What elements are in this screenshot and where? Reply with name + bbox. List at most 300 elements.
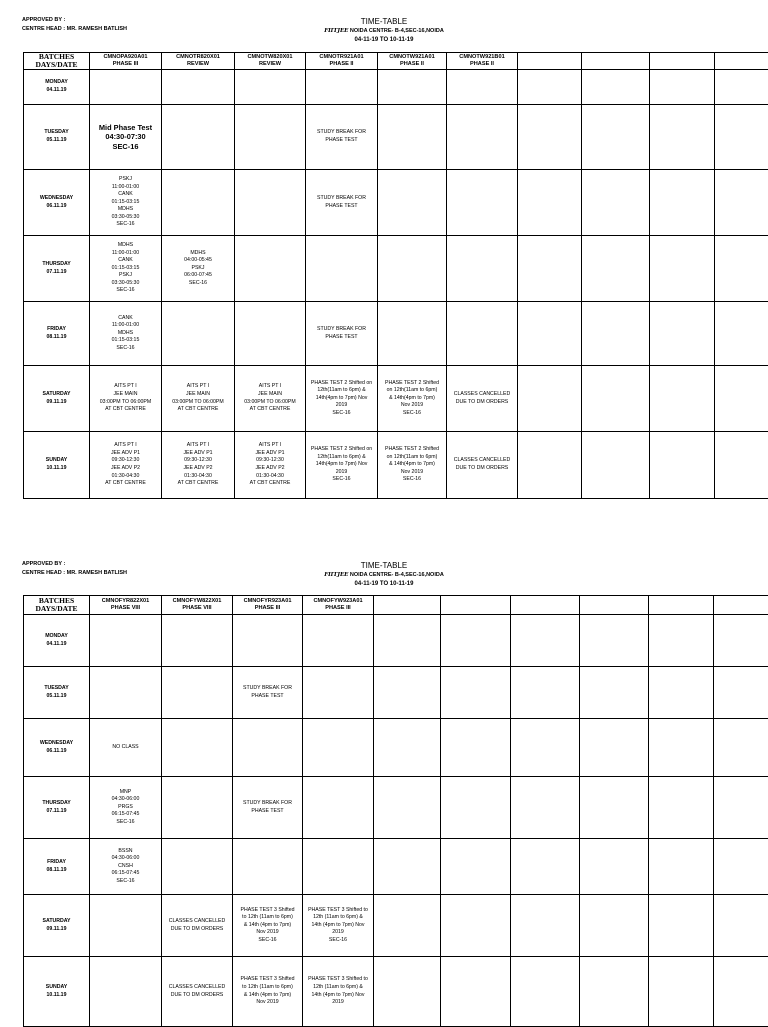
- schedule-line: MDHS: [90, 330, 161, 338]
- schedule-line: 01:15-03:15: [90, 337, 161, 345]
- schedule-cell: [162, 667, 233, 719]
- batch-code: CMNOTW921B01: [447, 54, 517, 62]
- day-date: 10.11.19: [24, 465, 89, 473]
- schedule-cell: [90, 719, 162, 777]
- schedule-line: AT CBT CENTRE: [90, 406, 161, 414]
- schedule-cell: [715, 170, 768, 236]
- schedule-cell: [374, 667, 441, 719]
- day-date: 06.11.19: [24, 203, 89, 211]
- batch-phase: PHASE VIII: [90, 605, 161, 613]
- batches-days-header: [24, 596, 90, 615]
- schedule-cell: [650, 432, 715, 499]
- schedule-cell: [582, 302, 650, 366]
- schedule-line: 03:30-05:30: [90, 280, 161, 288]
- schedule-line: MDHS: [162, 250, 234, 258]
- day-row: [24, 236, 768, 302]
- day-row: [24, 615, 768, 667]
- schedule-line: Mid Phase Test: [90, 123, 161, 133]
- schedule-line: 2019: [306, 469, 377, 477]
- brand-logo: FIITJEE: [324, 572, 348, 578]
- schedule-cell: [649, 839, 714, 895]
- schedule-cell: [378, 236, 447, 302]
- schedule-line: STUDY BREAK FOR: [233, 800, 302, 808]
- batch-header: [90, 596, 162, 615]
- schedule-cell: [90, 777, 162, 839]
- schedule-line: MDHS: [90, 206, 161, 214]
- schedule-line: 03:30-05:30: [90, 214, 161, 222]
- schedule-line: & 14th(4pm to 7pm): [378, 395, 446, 403]
- schedule-line: AITS PT I: [162, 383, 234, 391]
- schedule-cell: [715, 366, 768, 432]
- schedule-cell: [378, 366, 447, 432]
- batch-header: [233, 596, 303, 615]
- schedule-cell: [90, 170, 162, 236]
- schedule-cell: [715, 236, 768, 302]
- schedule-line: PHASE TEST 3 Shifted to: [303, 907, 373, 915]
- schedule-line: & 14th (4pm to 7pm): [233, 922, 302, 930]
- schedule-line: 06:15-07:45: [90, 870, 161, 878]
- schedule-cell: [162, 105, 235, 170]
- schedule-cell: [580, 839, 649, 895]
- schedule-cell: [306, 432, 378, 499]
- day-row: [24, 170, 768, 236]
- centre-line: [0, 571, 768, 580]
- schedule-cell: [649, 777, 714, 839]
- schedule-line: SEC-16: [378, 410, 446, 418]
- schedule-cell: [162, 957, 233, 1027]
- schedule-cell: [306, 236, 378, 302]
- schedule-cell: [650, 236, 715, 302]
- schedule-line: CLASSES CANCELLED: [447, 457, 517, 465]
- schedule-cell: [235, 366, 306, 432]
- schedule-line: Nov 2019: [233, 929, 302, 937]
- schedule-cell: [90, 957, 162, 1027]
- schedule-line: AITS PT I: [235, 442, 305, 450]
- schedule-cell: [303, 895, 374, 957]
- approved-by-label: APPROVED BY :: [22, 16, 127, 25]
- schedule-cell: [650, 366, 715, 432]
- day-name: SATURDAY: [24, 391, 89, 399]
- schedule-cell: [518, 366, 582, 432]
- batch-code: CMNOTW921A01: [378, 54, 446, 62]
- schedule-cell: [649, 667, 714, 719]
- schedule-cell: [374, 777, 441, 839]
- schedule-line: SEC-16: [233, 937, 302, 945]
- schedule-line: CLASSES CANCELLED: [162, 984, 232, 992]
- schedule-cell: [582, 105, 650, 170]
- day-date: 09.11.19: [24, 926, 89, 934]
- day-date: 05.11.19: [24, 693, 89, 701]
- schedule-line: 12th (11am to 6pm) &: [303, 984, 373, 992]
- timetable-grid: [23, 52, 768, 499]
- schedule-line: SEC-16: [90, 142, 161, 152]
- schedule-cell: [235, 170, 306, 236]
- schedule-cell: [715, 302, 768, 366]
- day-date: 07.11.19: [24, 808, 89, 816]
- schedule-line: SEC-16: [162, 280, 234, 288]
- centre-head-label: CENTRE HEAD : MR. RAMESH BATLISH: [22, 569, 127, 578]
- schedule-line: AITS PT I: [235, 383, 305, 391]
- schedule-cell: [162, 70, 235, 105]
- schedule-cell: [235, 302, 306, 366]
- batch-code: CMNOTW820X01: [235, 54, 305, 62]
- schedule-line: PHASE TEST 2 Shifted on: [306, 380, 377, 388]
- schedule-line: JEE ADV P1: [162, 450, 234, 458]
- schedule-line: AT CBT CENTRE: [235, 480, 305, 488]
- schedule-cell: [374, 895, 441, 957]
- schedule-cell: [378, 302, 447, 366]
- schedule-line: 01:30-04:30: [162, 473, 234, 481]
- schedule-line: CLASSES CANCELLED: [162, 918, 232, 926]
- schedule-cell: [162, 895, 233, 957]
- schedule-cell: [374, 957, 441, 1027]
- day-cell: [24, 777, 90, 839]
- batch-header: [650, 53, 715, 70]
- schedule-cell: [650, 302, 715, 366]
- schedule-line: 06:15-07:45: [90, 811, 161, 819]
- day-date: 09.11.19: [24, 399, 89, 407]
- batch-header: [162, 53, 235, 70]
- schedule-cell: [447, 302, 518, 366]
- schedule-line: JEE ADV P1: [235, 450, 305, 458]
- schedule-line: PHASE TEST: [306, 137, 377, 145]
- centre-address: NOIDA CENTRE- B-4,SEC-16,NOIDA: [350, 572, 444, 578]
- schedule-cell: [162, 170, 235, 236]
- schedule-line: 01:30-04:30: [90, 473, 161, 481]
- schedule-cell: [162, 302, 235, 366]
- schedule-line: AT CBT CENTRE: [162, 406, 234, 414]
- schedule-line: 12th(11am to 6pm) &: [306, 387, 377, 395]
- schedule-cell: [162, 615, 233, 667]
- schedule-cell: [378, 105, 447, 170]
- schedule-cell: [518, 302, 582, 366]
- schedule-line: STUDY BREAK FOR: [233, 685, 302, 693]
- schedule-cell: [582, 170, 650, 236]
- batch-header: [649, 596, 714, 615]
- batch-header: [715, 53, 768, 70]
- schedule-line: AT CBT CENTRE: [235, 406, 305, 414]
- schedule-line: DUE TO DM ORDERS: [447, 465, 517, 473]
- schedule-cell: [303, 719, 374, 777]
- schedule-line: 04:30-06:00: [90, 796, 161, 804]
- schedule-cell: [714, 839, 768, 895]
- schedule-cell: [582, 432, 650, 499]
- schedule-line: PHASE TEST 3 Shifted: [233, 976, 302, 984]
- batch-header: [235, 53, 306, 70]
- schedule-cell: [162, 777, 233, 839]
- corner-label: DAYS/DATE: [24, 605, 89, 613]
- schedule-cell: [303, 839, 374, 895]
- schedule-line: 2019: [303, 929, 373, 937]
- brand-logo: FIITJEE: [324, 28, 348, 34]
- schedule-line: Nov 2019: [378, 469, 446, 477]
- schedule-cell: [306, 170, 378, 236]
- schedule-line: JEE ADV P2: [162, 465, 234, 473]
- schedule-line: 04:30-06:00: [90, 855, 161, 863]
- day-cell: [24, 366, 90, 432]
- schedule-cell: [235, 70, 306, 105]
- day-name: FRIDAY: [24, 859, 89, 867]
- sheet-header: [0, 17, 768, 45]
- schedule-cell: [233, 719, 303, 777]
- schedule-cell: [511, 957, 580, 1027]
- schedule-cell: [580, 667, 649, 719]
- schedule-cell: [650, 105, 715, 170]
- schedule-cell: [90, 366, 162, 432]
- schedule-cell: [303, 667, 374, 719]
- schedule-line: 12th (11am to 6pm) &: [303, 914, 373, 922]
- schedule-cell: [441, 777, 511, 839]
- schedule-line: 09:30-12:30: [235, 457, 305, 465]
- schedule-line: JEE ADV P2: [90, 465, 161, 473]
- schedule-cell: [511, 667, 580, 719]
- schedule-cell: [582, 366, 650, 432]
- schedule-line: & 14th(4pm to 7pm): [378, 461, 446, 469]
- corner-label: BATCHES: [24, 53, 89, 61]
- schedule-cell: [235, 105, 306, 170]
- schedule-line: PHASE TEST: [306, 334, 377, 342]
- day-cell: [24, 957, 90, 1027]
- batch-code: CMNOFYW822X01: [162, 598, 232, 606]
- batch-header: [378, 53, 447, 70]
- batch-header: [303, 596, 374, 615]
- day-cell: [24, 719, 90, 777]
- batch-code: CMNOFYR923A01: [233, 598, 302, 606]
- centre-line: [0, 27, 768, 36]
- schedule-cell: [90, 895, 162, 957]
- schedule-cell: [90, 70, 162, 105]
- day-cell: [24, 615, 90, 667]
- schedule-cell: [714, 615, 768, 667]
- day-row: [24, 777, 768, 839]
- schedule-cell: [378, 432, 447, 499]
- day-name: WEDNESDAY: [24, 195, 89, 203]
- schedule-cell: [162, 719, 233, 777]
- schedule-cell: [441, 667, 511, 719]
- day-cell: [24, 236, 90, 302]
- day-cell: [24, 105, 90, 170]
- schedule-line: & 14th (4pm to 7pm): [233, 992, 302, 1000]
- schedule-cell: [518, 105, 582, 170]
- schedule-line: SEC-16: [90, 221, 161, 229]
- schedule-line: 2019: [303, 999, 373, 1007]
- schedule-cell: [714, 895, 768, 957]
- schedule-line: 09:30-12:30: [90, 457, 161, 465]
- schedule-line: on 12th(11am to 6pm): [378, 454, 446, 462]
- schedule-line: JEE ADV P1: [90, 450, 161, 458]
- schedule-line: PHASE TEST 2 Shifted on: [306, 446, 377, 454]
- schedule-cell: [378, 70, 447, 105]
- day-date: 04.11.19: [24, 641, 89, 649]
- day-row: [24, 366, 768, 432]
- schedule-cell: [580, 615, 649, 667]
- centre-head-label: CENTRE HEAD : MR. RAMESH BATLISH: [22, 25, 127, 34]
- schedule-line: CANK: [90, 191, 161, 199]
- schedule-line: 11:00-01:00: [90, 184, 161, 192]
- sheet-header: [0, 561, 768, 589]
- schedule-cell: [374, 839, 441, 895]
- schedule-cell: [374, 719, 441, 777]
- schedule-cell: [90, 839, 162, 895]
- schedule-cell: [441, 839, 511, 895]
- schedule-line: CLASSES CANCELLED: [447, 391, 517, 399]
- schedule-cell: [714, 719, 768, 777]
- schedule-cell: [511, 839, 580, 895]
- approved-by-label: APPROVED BY :: [22, 560, 127, 569]
- schedule-line: SEC-16: [306, 476, 377, 484]
- day-cell: [24, 667, 90, 719]
- day-name: THURSDAY: [24, 800, 89, 808]
- schedule-line: CNSH: [90, 863, 161, 871]
- schedule-cell: [235, 236, 306, 302]
- schedule-line: CANK: [90, 257, 161, 265]
- schedule-cell: [306, 70, 378, 105]
- day-name: FRIDAY: [24, 326, 89, 334]
- schedule-line: AITS PT I: [90, 442, 161, 450]
- schedule-line: 03:00PM TO 06:00PM: [90, 399, 161, 407]
- schedule-line: 04:30-07:30: [90, 132, 161, 142]
- day-cell: [24, 839, 90, 895]
- day-row: [24, 839, 768, 895]
- schedule-line: DUE TO DM ORDERS: [162, 992, 232, 1000]
- schedule-line: 14th(4pm to 7pm) Nov: [306, 461, 377, 469]
- batch-header: [162, 596, 233, 615]
- schedule-line: SEC-16: [90, 878, 161, 886]
- batch-header: [518, 53, 582, 70]
- schedule-line: SEC-16: [303, 937, 373, 945]
- schedule-cell: [162, 839, 233, 895]
- batch-phase: PHASE VIII: [162, 605, 232, 613]
- day-row: [24, 432, 768, 499]
- schedule-line: 09:30-12:30: [162, 457, 234, 465]
- schedule-line: PHASE TEST 3 Shifted to: [303, 976, 373, 984]
- batch-phase: REVIEW: [162, 61, 234, 69]
- schedule-cell: [714, 957, 768, 1027]
- batch-phase: REVIEW: [235, 61, 305, 69]
- schedule-line: PRGS: [90, 804, 161, 812]
- schedule-line: JEE ADV P2: [235, 465, 305, 473]
- schedule-cell: [447, 105, 518, 170]
- batches-days-header: [24, 53, 90, 70]
- schedule-line: STUDY BREAK FOR: [306, 195, 377, 203]
- day-cell: [24, 432, 90, 499]
- day-name: MONDAY: [24, 79, 89, 87]
- schedule-cell: [580, 895, 649, 957]
- schedule-line: 01:15-03:15: [90, 199, 161, 207]
- schedule-cell: [306, 302, 378, 366]
- schedule-line: 03:00PM TO 06:00PM: [235, 399, 305, 407]
- schedule-cell: [233, 667, 303, 719]
- schedule-cell: [306, 366, 378, 432]
- day-row: [24, 719, 768, 777]
- schedule-cell: [303, 615, 374, 667]
- schedule-line: SEC-16: [306, 410, 377, 418]
- schedule-cell: [447, 170, 518, 236]
- schedule-line: 01:30-04:30: [235, 473, 305, 481]
- schedule-line: PHASE TEST: [233, 808, 302, 816]
- batch-phase: PHASE II: [306, 61, 377, 69]
- day-cell: [24, 302, 90, 366]
- schedule-line: STUDY BREAK FOR: [306, 326, 377, 334]
- schedule-cell: [233, 895, 303, 957]
- day-row: [24, 302, 768, 366]
- schedule-line: 04:00-05:45: [162, 257, 234, 265]
- schedule-cell: [233, 615, 303, 667]
- schedule-line: SEC-16: [90, 819, 161, 827]
- day-date: 10.11.19: [24, 992, 89, 1000]
- day-date: 08.11.19: [24, 334, 89, 342]
- schedule-cell: [90, 236, 162, 302]
- schedule-line: 14th(4pm to 7pm) Nov: [306, 395, 377, 403]
- schedule-cell: [518, 432, 582, 499]
- day-date: 04.11.19: [24, 87, 89, 95]
- schedule-line: PHASE TEST: [306, 203, 377, 211]
- schedule-cell: [447, 366, 518, 432]
- schedule-cell: [582, 236, 650, 302]
- schedule-cell: [374, 615, 441, 667]
- day-row: [24, 895, 768, 957]
- sheet-title: TIME-TABLE: [0, 561, 768, 571]
- schedule-cell: [441, 719, 511, 777]
- schedule-cell: [306, 105, 378, 170]
- schedule-cell: [303, 777, 374, 839]
- schedule-line: PHASE TEST 3 Shifted: [233, 907, 302, 915]
- schedule-line: 14th (4pm to 7pm) Nov: [303, 922, 373, 930]
- schedule-line: PSKJ: [90, 176, 161, 184]
- schedule-cell: [441, 895, 511, 957]
- batch-phase: PHASE II: [447, 61, 517, 69]
- batch-header: [441, 596, 511, 615]
- schedule-line: BSSN: [90, 848, 161, 856]
- schedule-cell: [90, 105, 162, 170]
- day-name: SATURDAY: [24, 918, 89, 926]
- schedule-line: CANK: [90, 315, 161, 323]
- batch-header: [447, 53, 518, 70]
- schedule-line: PHASE TEST 2 Shifted: [378, 380, 446, 388]
- schedule-line: 2019: [306, 402, 377, 410]
- day-date: 08.11.19: [24, 867, 89, 875]
- schedule-line: to 12th (11am to 6pm): [233, 914, 302, 922]
- schedule-cell: [233, 777, 303, 839]
- schedule-cell: [518, 236, 582, 302]
- schedule-cell: [441, 957, 511, 1027]
- batch-header: [582, 53, 650, 70]
- schedule-line: AITS PT I: [162, 442, 234, 450]
- date-range: 04-11-19 TO 10-11-19: [0, 36, 768, 45]
- schedule-line: MDHS: [90, 242, 161, 250]
- schedule-line: SEC-16: [90, 345, 161, 353]
- schedule-cell: [714, 667, 768, 719]
- schedule-line: SEC-16: [90, 287, 161, 295]
- schedule-cell: [714, 777, 768, 839]
- batch-code: CMNOFYR822X01: [90, 598, 161, 606]
- schedule-line: PSKJ: [90, 272, 161, 280]
- schedule-line: MNP: [90, 789, 161, 797]
- schedule-line: DUE TO DM ORDERS: [447, 399, 517, 407]
- batch-header: [374, 596, 441, 615]
- schedule-line: 03:00PM TO 06:00PM: [162, 399, 234, 407]
- centre-address: NOIDA CENTRE- B-4,SEC-16,NOIDA: [350, 28, 444, 34]
- schedule-line: SEC-16: [378, 476, 446, 484]
- batch-header: [580, 596, 649, 615]
- schedule-line: 14th (4pm to 7pm) Nov: [303, 992, 373, 1000]
- header-row: [24, 53, 768, 70]
- schedule-cell: [162, 236, 235, 302]
- schedule-cell: [447, 236, 518, 302]
- day-date: 05.11.19: [24, 137, 89, 145]
- batch-phase: PHASE III: [303, 605, 373, 613]
- schedule-line: AT CBT CENTRE: [162, 480, 234, 488]
